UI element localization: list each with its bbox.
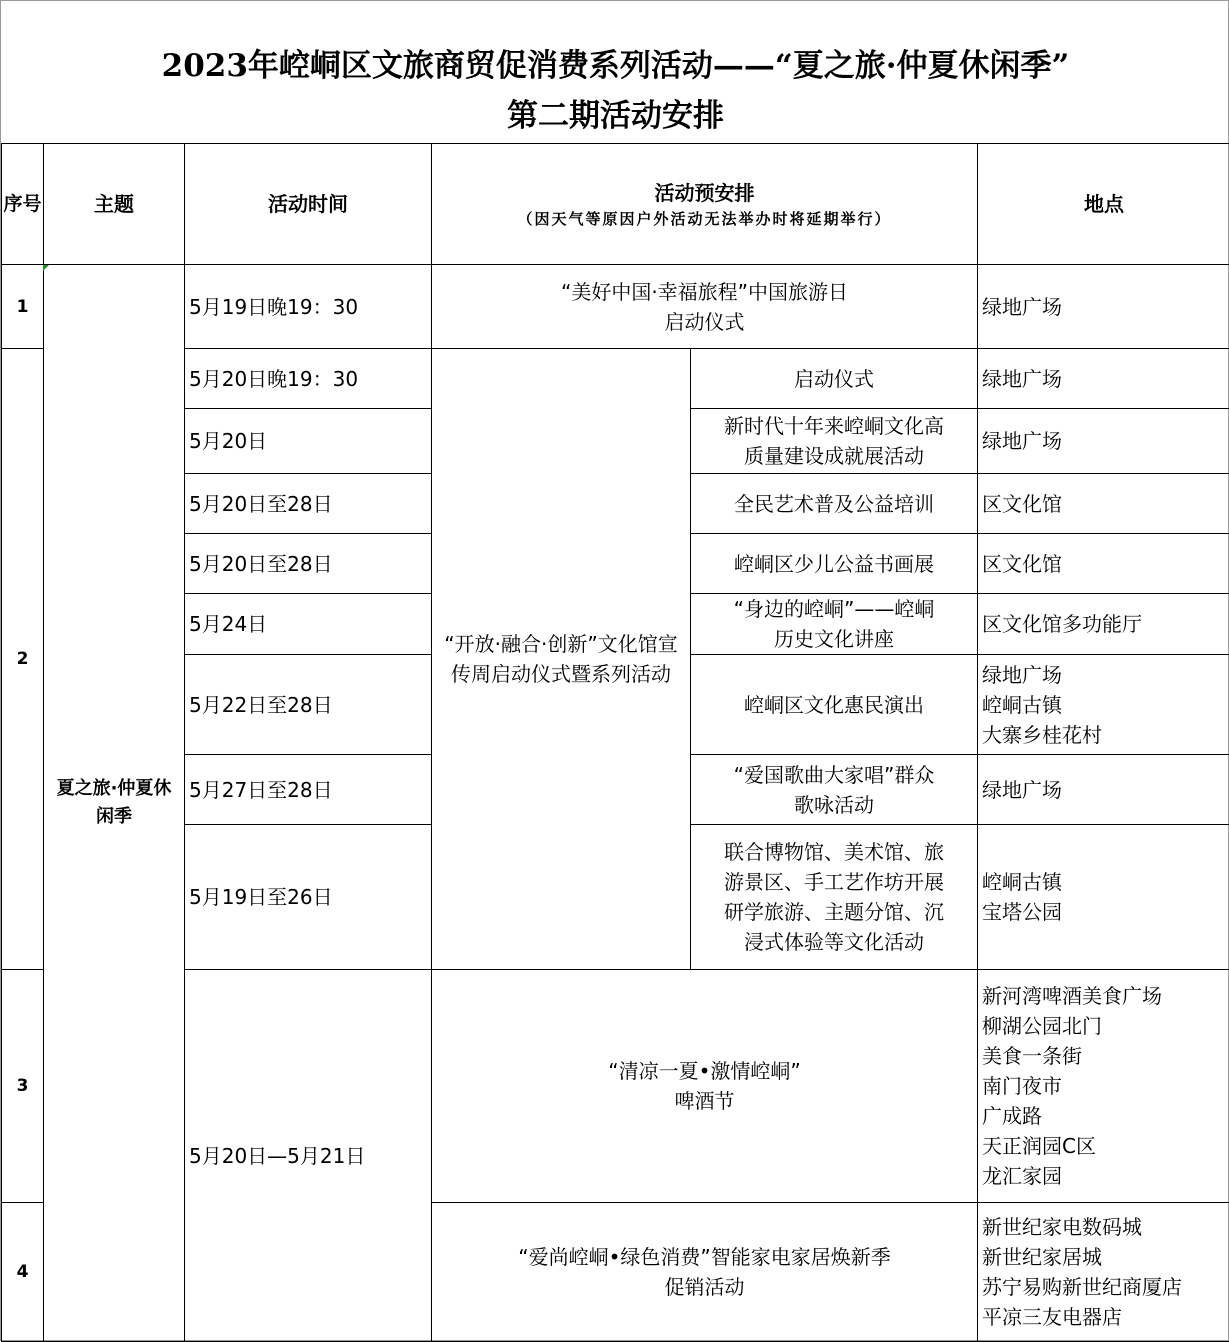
activity-line: 崆峒区少儿公益书画展: [695, 549, 973, 579]
seq-cell: 2: [2, 349, 44, 970]
table-row: [2, 265, 1229, 349]
cell-corner-mark: [43, 265, 49, 271]
sub-activity-cell: [691, 825, 978, 970]
location-cell: [978, 755, 1229, 825]
location-cell: [978, 534, 1229, 594]
title-line-1: 2023年崆峒区文旅商贸促消费系列活动——“夏之旅·仲夏休闲季”: [1, 41, 1229, 91]
time-cell: 5月20日—5月21日: [185, 970, 432, 1342]
location-line: 绿地广场: [982, 364, 1226, 394]
activity-line: 浸式体验等文化活动: [695, 927, 973, 957]
header-location: 地点: [978, 144, 1229, 265]
location-line: 崆峒古镇: [982, 690, 1226, 720]
location-cell: [978, 655, 1229, 755]
sub-activity-cell: [691, 534, 978, 594]
seq-cell: 1: [2, 265, 44, 349]
table-row: [2, 970, 1229, 1203]
location-cell: [978, 265, 1229, 349]
activity-line: 全民艺术普及公益培训: [695, 489, 973, 519]
sub-activity-cell: [691, 655, 978, 755]
location-line: 天正润园C区: [982, 1131, 1226, 1161]
header-time: 活动时间: [185, 144, 432, 265]
location-line: 新世纪家电数码城: [982, 1212, 1226, 1242]
sub-activity-cell: [691, 409, 978, 474]
time-cell: 5月20日至28日: [185, 474, 432, 534]
time-cell: 5月19日晚19：30: [185, 265, 432, 349]
time-cell: 5月27日至28日: [185, 755, 432, 825]
activity-line: 游景区、手工艺作坊开展: [695, 867, 973, 897]
location-line: 绿地广场: [982, 775, 1226, 805]
header-theme: 主题: [44, 144, 185, 265]
location-line: 龙汇家园: [982, 1161, 1226, 1191]
header-arrangement-note: （因天气等原因户外活动无法举办时将延期举行）: [436, 208, 973, 230]
location-cell: [978, 349, 1229, 409]
location-cell: [978, 825, 1229, 970]
activity-cell: [432, 970, 978, 1203]
header-row: [2, 144, 1229, 265]
header-arrangement-title: 活动预安排: [655, 181, 755, 205]
location-line: 绿地广场: [982, 426, 1226, 456]
header-arrangement: [432, 144, 978, 265]
header-seq: 序号: [2, 144, 44, 265]
location-line: 南门夜市: [982, 1071, 1226, 1101]
location-line: 苏宁易购新世纪商厦店: [982, 1272, 1226, 1302]
sub-activity-cell: [691, 474, 978, 534]
sub-activity-cell: [691, 349, 978, 409]
page-title: [1, 41, 1229, 141]
location-line: 绿地广场: [982, 292, 1226, 322]
activity-cell: [432, 1203, 978, 1342]
main-activity-cell: “开放·融合·创新”文化馆宣传周启动仪式暨系列活动: [432, 349, 691, 970]
seq-cell: 3: [2, 970, 44, 1203]
location-line: 大寨乡桂花村: [982, 720, 1226, 750]
activity-line: 质量建设成就展活动: [695, 441, 973, 471]
location-line: 新世纪家居城: [982, 1242, 1226, 1272]
activity-line: 启动仪式: [436, 307, 973, 337]
location-cell: [978, 474, 1229, 534]
location-line: 绿地广场: [982, 660, 1226, 690]
location-line: 宝塔公园: [982, 897, 1226, 927]
activity-line: “身边的崆峒”——崆峒: [695, 594, 973, 624]
sub-activity-cell: [691, 594, 978, 655]
activity-line: 启动仪式: [695, 364, 973, 394]
activity-line: 啤酒节: [436, 1086, 973, 1116]
activity-line: “爱国歌曲大家唱”群众: [695, 760, 973, 790]
activity-line: 历史文化讲座: [695, 624, 973, 654]
activity-line: 促销活动: [436, 1272, 973, 1302]
activity-line: 崆峒区文化惠民演出: [695, 690, 973, 720]
location-cell: [978, 970, 1229, 1203]
activity-line: 歌咏活动: [695, 790, 973, 820]
location-cell: [978, 1203, 1229, 1342]
theme-cell: 夏之旅·仲夏休闲季: [44, 265, 185, 1342]
activity-line: “美好中国·幸福旅程”中国旅游日: [436, 277, 973, 307]
location-line: 区文化馆: [982, 549, 1226, 579]
location-line: 广成路: [982, 1101, 1226, 1131]
sub-activity-cell: [691, 755, 978, 825]
activity-line: “爱尚崆峒•绿色消费”智能家电家居焕新季: [436, 1242, 973, 1272]
location-line: 崆峒古镇: [982, 867, 1226, 897]
activity-cell: [432, 265, 978, 349]
activity-line: “清凉一夏•激情崆峒”: [436, 1056, 973, 1086]
activity-line: 新时代十年来崆峒文化高: [695, 411, 973, 441]
schedule-table: [1, 143, 1229, 1342]
activity-line: 联合博物馆、美术馆、旅: [695, 837, 973, 867]
location-line: 新河湾啤酒美食广场: [982, 981, 1226, 1011]
table-row: [2, 349, 1229, 409]
title-line-2: 第二期活动安排: [1, 91, 1229, 141]
location-line: 平凉三友电器店: [982, 1302, 1226, 1332]
time-cell: 5月20日: [185, 409, 432, 474]
location-cell: [978, 409, 1229, 474]
location-line: 区文化馆: [982, 489, 1226, 519]
location-line: 美食一条街: [982, 1041, 1226, 1071]
time-cell: 5月20日至28日: [185, 534, 432, 594]
seq-cell: 4: [2, 1203, 44, 1342]
location-line: 柳湖公园北门: [982, 1011, 1226, 1041]
time-cell: 5月19日至26日: [185, 825, 432, 970]
activity-line: 研学旅游、主题分馆、沉: [695, 897, 973, 927]
location-line: 区文化馆多功能厅: [982, 609, 1226, 639]
time-cell: 5月24日: [185, 594, 432, 655]
time-cell: 5月22日至28日: [185, 655, 432, 755]
location-cell: [978, 594, 1229, 655]
time-cell: 5月20日晚19：30: [185, 349, 432, 409]
